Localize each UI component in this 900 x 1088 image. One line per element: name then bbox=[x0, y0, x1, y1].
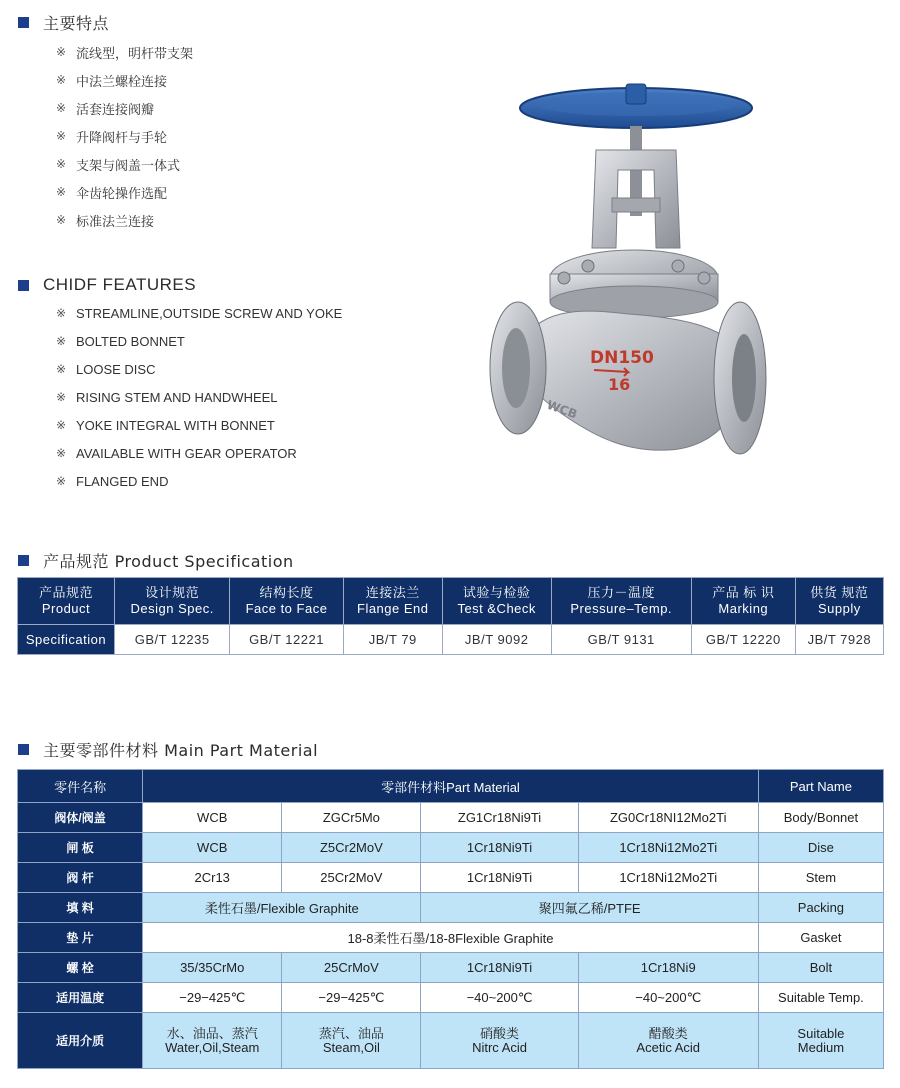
spec-value: JB/T 7928 bbox=[795, 625, 883, 655]
features-en-title: CHIDF FEATURES bbox=[43, 275, 197, 294]
list-item: ※ 升降阀杆与手轮 bbox=[56, 129, 168, 146]
table-row: 阀 杆 2Cr13 25Cr2MoV 1Cr18Ni9Ti 1Cr18Ni12Mo2Ti Stem bbox=[18, 863, 884, 893]
heading-bullet bbox=[18, 555, 29, 566]
material-title: 主要零部件材料 Main Part Material bbox=[43, 741, 319, 760]
features-en-heading bbox=[18, 275, 196, 295]
features-cn-heading bbox=[18, 11, 109, 34]
valve-pressure-mark: 16 bbox=[608, 375, 631, 394]
spec-col-header: 结构长度 Face to Face bbox=[230, 578, 343, 625]
material-table bbox=[17, 769, 884, 1069]
list-item: ※ RISING STEM AND HANDWHEEL bbox=[56, 389, 278, 405]
spec-value: GB/T 12221 bbox=[230, 625, 343, 655]
header-part-cn: 零件名称 bbox=[18, 770, 143, 803]
spec-lead-cell: 产品规范 Product bbox=[18, 578, 115, 625]
list-item: ※ 标准法兰连接 bbox=[56, 213, 155, 230]
list-item: ※ AVAILABLE WITH GEAR OPERATOR bbox=[56, 445, 297, 461]
spec-value: GB/T 12235 bbox=[115, 625, 230, 655]
table-row: 填 料 柔性石墨/Flexible Graphite 聚四氟乙稀/PTFE Packing bbox=[18, 893, 884, 923]
spec-value: JB/T 79 bbox=[343, 625, 442, 655]
heading-bullet bbox=[18, 280, 29, 291]
table-row: 适用介质 水、油品、蒸汽 Water,Oil,Steam 蒸汽、油品 Steam,Oil 硝酸类 Nitrc Acid 醋酸类 Acetic Acid Suitable Medium bbox=[18, 1013, 884, 1069]
spec-value: GB/T 9131 bbox=[551, 625, 691, 655]
list-item: ※ 伞齿轮操作选配 bbox=[56, 185, 168, 202]
valve-size-mark: DN150 bbox=[590, 348, 654, 368]
table-row: 螺 栓 35/35CrMo 25CrMoV 1Cr18Ni9Ti 1Cr18Ni9 Bolt bbox=[18, 953, 884, 983]
table-row: 阀体/阀盖 WCB ZGCr5Mo ZG1Cr18Ni9Ti ZG0Cr18NI12Mo2Ti Body/Bonnet bbox=[18, 803, 884, 833]
spec-title: 产品规范 Product Specification bbox=[43, 552, 294, 571]
spec-table bbox=[17, 577, 884, 655]
list-item: ※ LOOSE DISC bbox=[56, 361, 156, 377]
header-material: 零部件材料Part Material bbox=[143, 770, 759, 803]
list-item: ※ 流线型，明杆带支架 bbox=[56, 45, 194, 62]
spec-col-header: 试验与检验 Test &Check bbox=[442, 578, 551, 625]
header-part-en: Part Name bbox=[758, 770, 883, 803]
heading-bullet bbox=[18, 744, 29, 755]
globe-valve-image bbox=[478, 78, 778, 488]
spec-col-header: 连接法兰 Flange End bbox=[343, 578, 442, 625]
material-heading bbox=[18, 738, 318, 761]
valve-material-mark: WCB bbox=[544, 397, 580, 422]
spec-col-header: 设计规范 Design Spec. bbox=[115, 578, 230, 625]
list-item: ※ 支架与阀盖一体式 bbox=[56, 157, 181, 174]
spec-col-header: 供货 规范 Supply bbox=[795, 578, 883, 625]
list-item: ※ YOKE INTEGRAL WITH BONNET bbox=[56, 417, 275, 433]
features-cn-list bbox=[56, 38, 193, 234]
list-item: ※ 活套连接阀瓣 bbox=[56, 101, 155, 118]
heading-bullet bbox=[18, 17, 29, 28]
list-item: ※ FLANGED END bbox=[56, 473, 169, 489]
table-row: 垫 片 18-8柔性石墨/18-8Flexible Graphite Gasket bbox=[18, 923, 884, 953]
features-en-list bbox=[56, 299, 342, 495]
spec-heading bbox=[18, 549, 294, 572]
features-cn-title: 主要特点 bbox=[43, 14, 110, 33]
table-row: 适用温度 −29−425℃ −29−425℃ −40~200℃ −40~200℃ Suitable Temp. bbox=[18, 983, 884, 1013]
spec-col-header: 产品 标 识 Marking bbox=[691, 578, 795, 625]
list-item: ※ 中法兰螺栓连接 bbox=[56, 73, 168, 90]
spec-value: GB/T 12220 bbox=[691, 625, 795, 655]
spec-lead-cell: Specification bbox=[18, 625, 115, 655]
table-row: 闸 板 WCB Z5Cr2MoV 1Cr18Ni9Ti 1Cr18Ni12Mo2Ti Dise bbox=[18, 833, 884, 863]
list-item: ※ STREAMLINE,OUTSIDE SCREW AND YOKE bbox=[56, 305, 343, 321]
spec-col-header: 压力－温度 Pressure–Temp. bbox=[551, 578, 691, 625]
list-item: ※ BOLTED BONNET bbox=[56, 333, 185, 349]
spec-value: JB/T 9092 bbox=[442, 625, 551, 655]
